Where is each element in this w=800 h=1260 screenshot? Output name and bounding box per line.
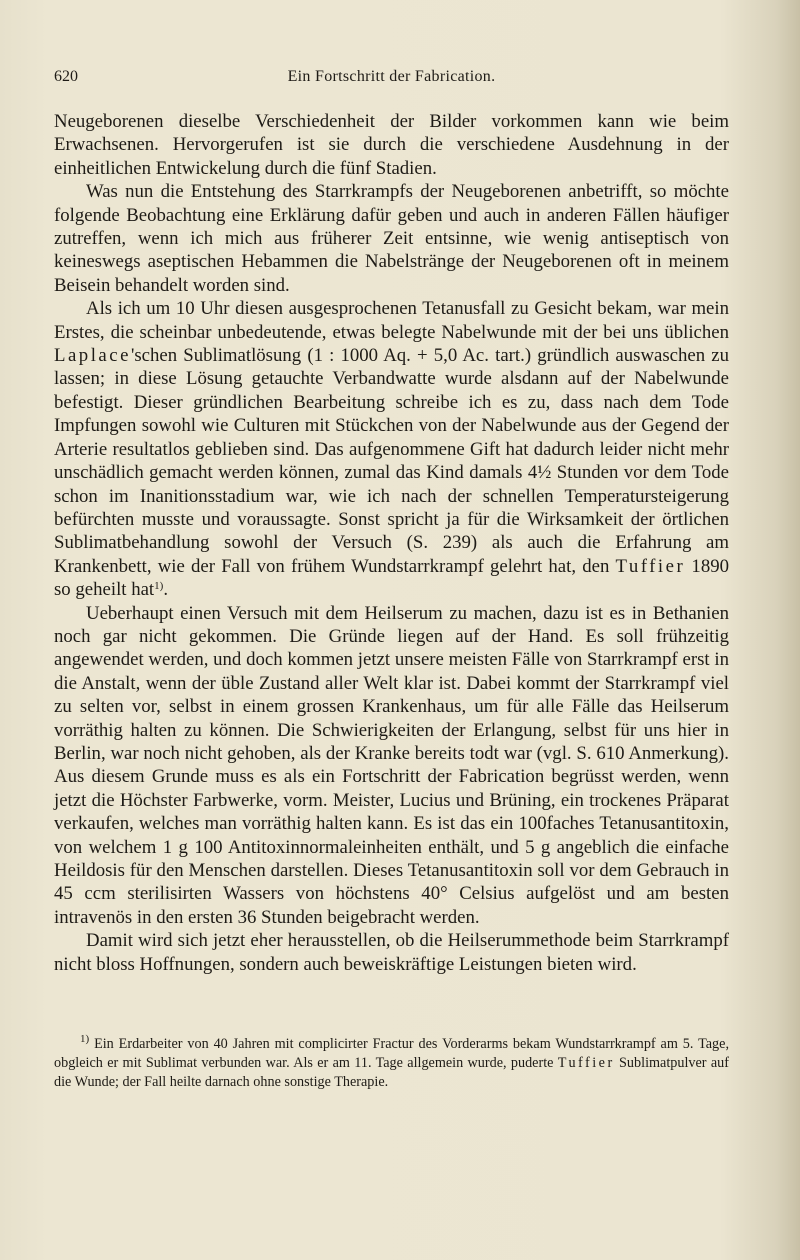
- footnote-author-tuffier: Tuffier: [557, 1055, 615, 1071]
- footnotes: [54, 1035, 729, 1092]
- paragraph-3-end: .: [163, 579, 169, 601]
- footnote-text-b: Sublimatpulver auf die Wunde; der Fall heilte darnach ohne sonstige Therapie.: [54, 1055, 729, 1090]
- footnote-reference[interactable]: 1): [154, 580, 164, 593]
- footnote-text-a: Ein Erdarbeiter von 40 Jahren mit complicirter Fractur des Vorderarms bekam Wundstarrkrampf am 5. Tage, obgleich er mit Sublimat verbunden war. Als er am 11. Tage allgemein wurde, puderte: [54, 1036, 729, 1071]
- author-name-laplace: Laplace: [54, 345, 131, 367]
- page-header: [54, 66, 729, 88]
- paragraph-1: Neugeborenen dieselbe Verschiedenheit der Bilder vorkommen kann wie beim Erwachsenen. Hervorgerufen ist sie durch die verschiedene Ausdehnung in der einheitlichen Entwickelung durch die fünf Stadien.: [54, 111, 729, 179]
- main-text: [54, 110, 729, 976]
- footnote-1: [54, 1035, 729, 1092]
- paragraph-3-text-b: 'schen Sublimatlösung (1 : 1000 Aq. + 5,0 Ac. tart.) gründlich auswaschen zu lassen; in diese Lösung getauchte Verbandwatte wurde alsdann auf der Nabelwunde befestigt. Dieser gründlichen Bearbeitung schreibe ich es zu, dass nach dem Tode Impfungen sowohl wie Culturen mit Stückchen von der Nabelwunde aus der Gegend der Arterie resultatlos geblieben sind. Das aufgenommene Gift hat dadurch leider nicht mehr unschädlich gemacht werden können, zumal das Kind damals 4½ Stunden vor dem Tode schon im Inanitionsstadium war, wie ich nach der schnellen Temperatursteigerung befürchten musste und voraussagte. Sonst spricht ja für die Wirksamkeit der örtlichen Sublimatbehandlung sowohl der Versuch (S. 239) als auch die Erfahrung am Krankenbett, wie der Fall von frühem Wundstarrkrampf gelehrt hat, den: [54, 345, 729, 577]
- paragraph-5: Damit wird sich jetzt eher herausstellen, ob die Heilserummethode beim Starrkrampf nicht bloss Hoffnungen, sondern auch beweiskräftige Leistungen bieten wird.: [54, 930, 729, 975]
- paragraph-3-text-c: 1890 so geheilt hat: [54, 555, 729, 601]
- footnote-marker: 1): [80, 1033, 90, 1045]
- paragraph-3-text-a: Als ich um 10 Uhr diesen ausgesprochenen Tetanusfall zu Gesicht bekam, war mein Erstes, die scheinbar unbedeutende, etwas belegte Nabelwunde mit der bei uns üblichen: [54, 298, 729, 343]
- paragraph-3: [54, 297, 729, 601]
- paragraph-2: Was nun die Entstehung des Starrkrampfs der Neugeborenen anbetrifft, so möchte folgende Beobachtung eine Erklärung dafür geben und auch in anderen Fällen häufiger zutreffen, wenn ich mich aus früherer Zeit entsinne, wie wenig antiseptisch von keineswegs aseptischen Hebammen die Nabelstränge der Neugeborenen oft in meinem Beisein behandelt worden sind.: [54, 181, 729, 296]
- page-number: 620: [54, 68, 78, 85]
- author-name-tuffier: Tuffier: [615, 555, 686, 577]
- paragraph-4: Ueberhaupt einen Versuch mit dem Heilserum zu machen, dazu ist es in Bethanien noch gar nicht gekommen. Die Gründe liegen auf der Hand. Es soll frühzeitig angewendet werden, und doch kommen jetzt unsere meisten Fälle von Starrkrampf erst in die Anstalt, wenn der üble Zustand aller Welt klar ist. Dabei kommt der Starrkrampf viel zu selten vor, selbst in einem grossen Krankenhaus, um für alle Fälle das Heilserum vorräthig halten zu können. Die Schwierigkeiten der Erlangung, selbst für uns hier in Berlin, war noch nicht gehoben, als der Kranke bereits todt war (vgl. S. 610 Anmerkung). Aus diesem Grunde muss es als ein Fortschritt der Fabrication begrüsst werden, wenn jetzt die Höchster Farbwerke, vorm. Meister, Lucius und Brüning, ein trockenes Präparat verkaufen, welches man vorräthig halten kann. Es ist das ein 100faches Tetanusantitoxin, von welchem 1 g 100 Antitoxinnormaleinheiten enthält, und 5 g angeblich die einfache Heildosis für den Menschen darstellen. Dieses Tetanusantitoxin soll vor dem Gebrauch in 45 ccm sterilisirten Wassers von höchstens 40° Celsius aufgelöst und am besten intravenös in den ersten 36 Stunden beigebracht werden.: [54, 602, 729, 928]
- running-title: Ein Fortschritt der Fabrication.: [287, 68, 496, 85]
